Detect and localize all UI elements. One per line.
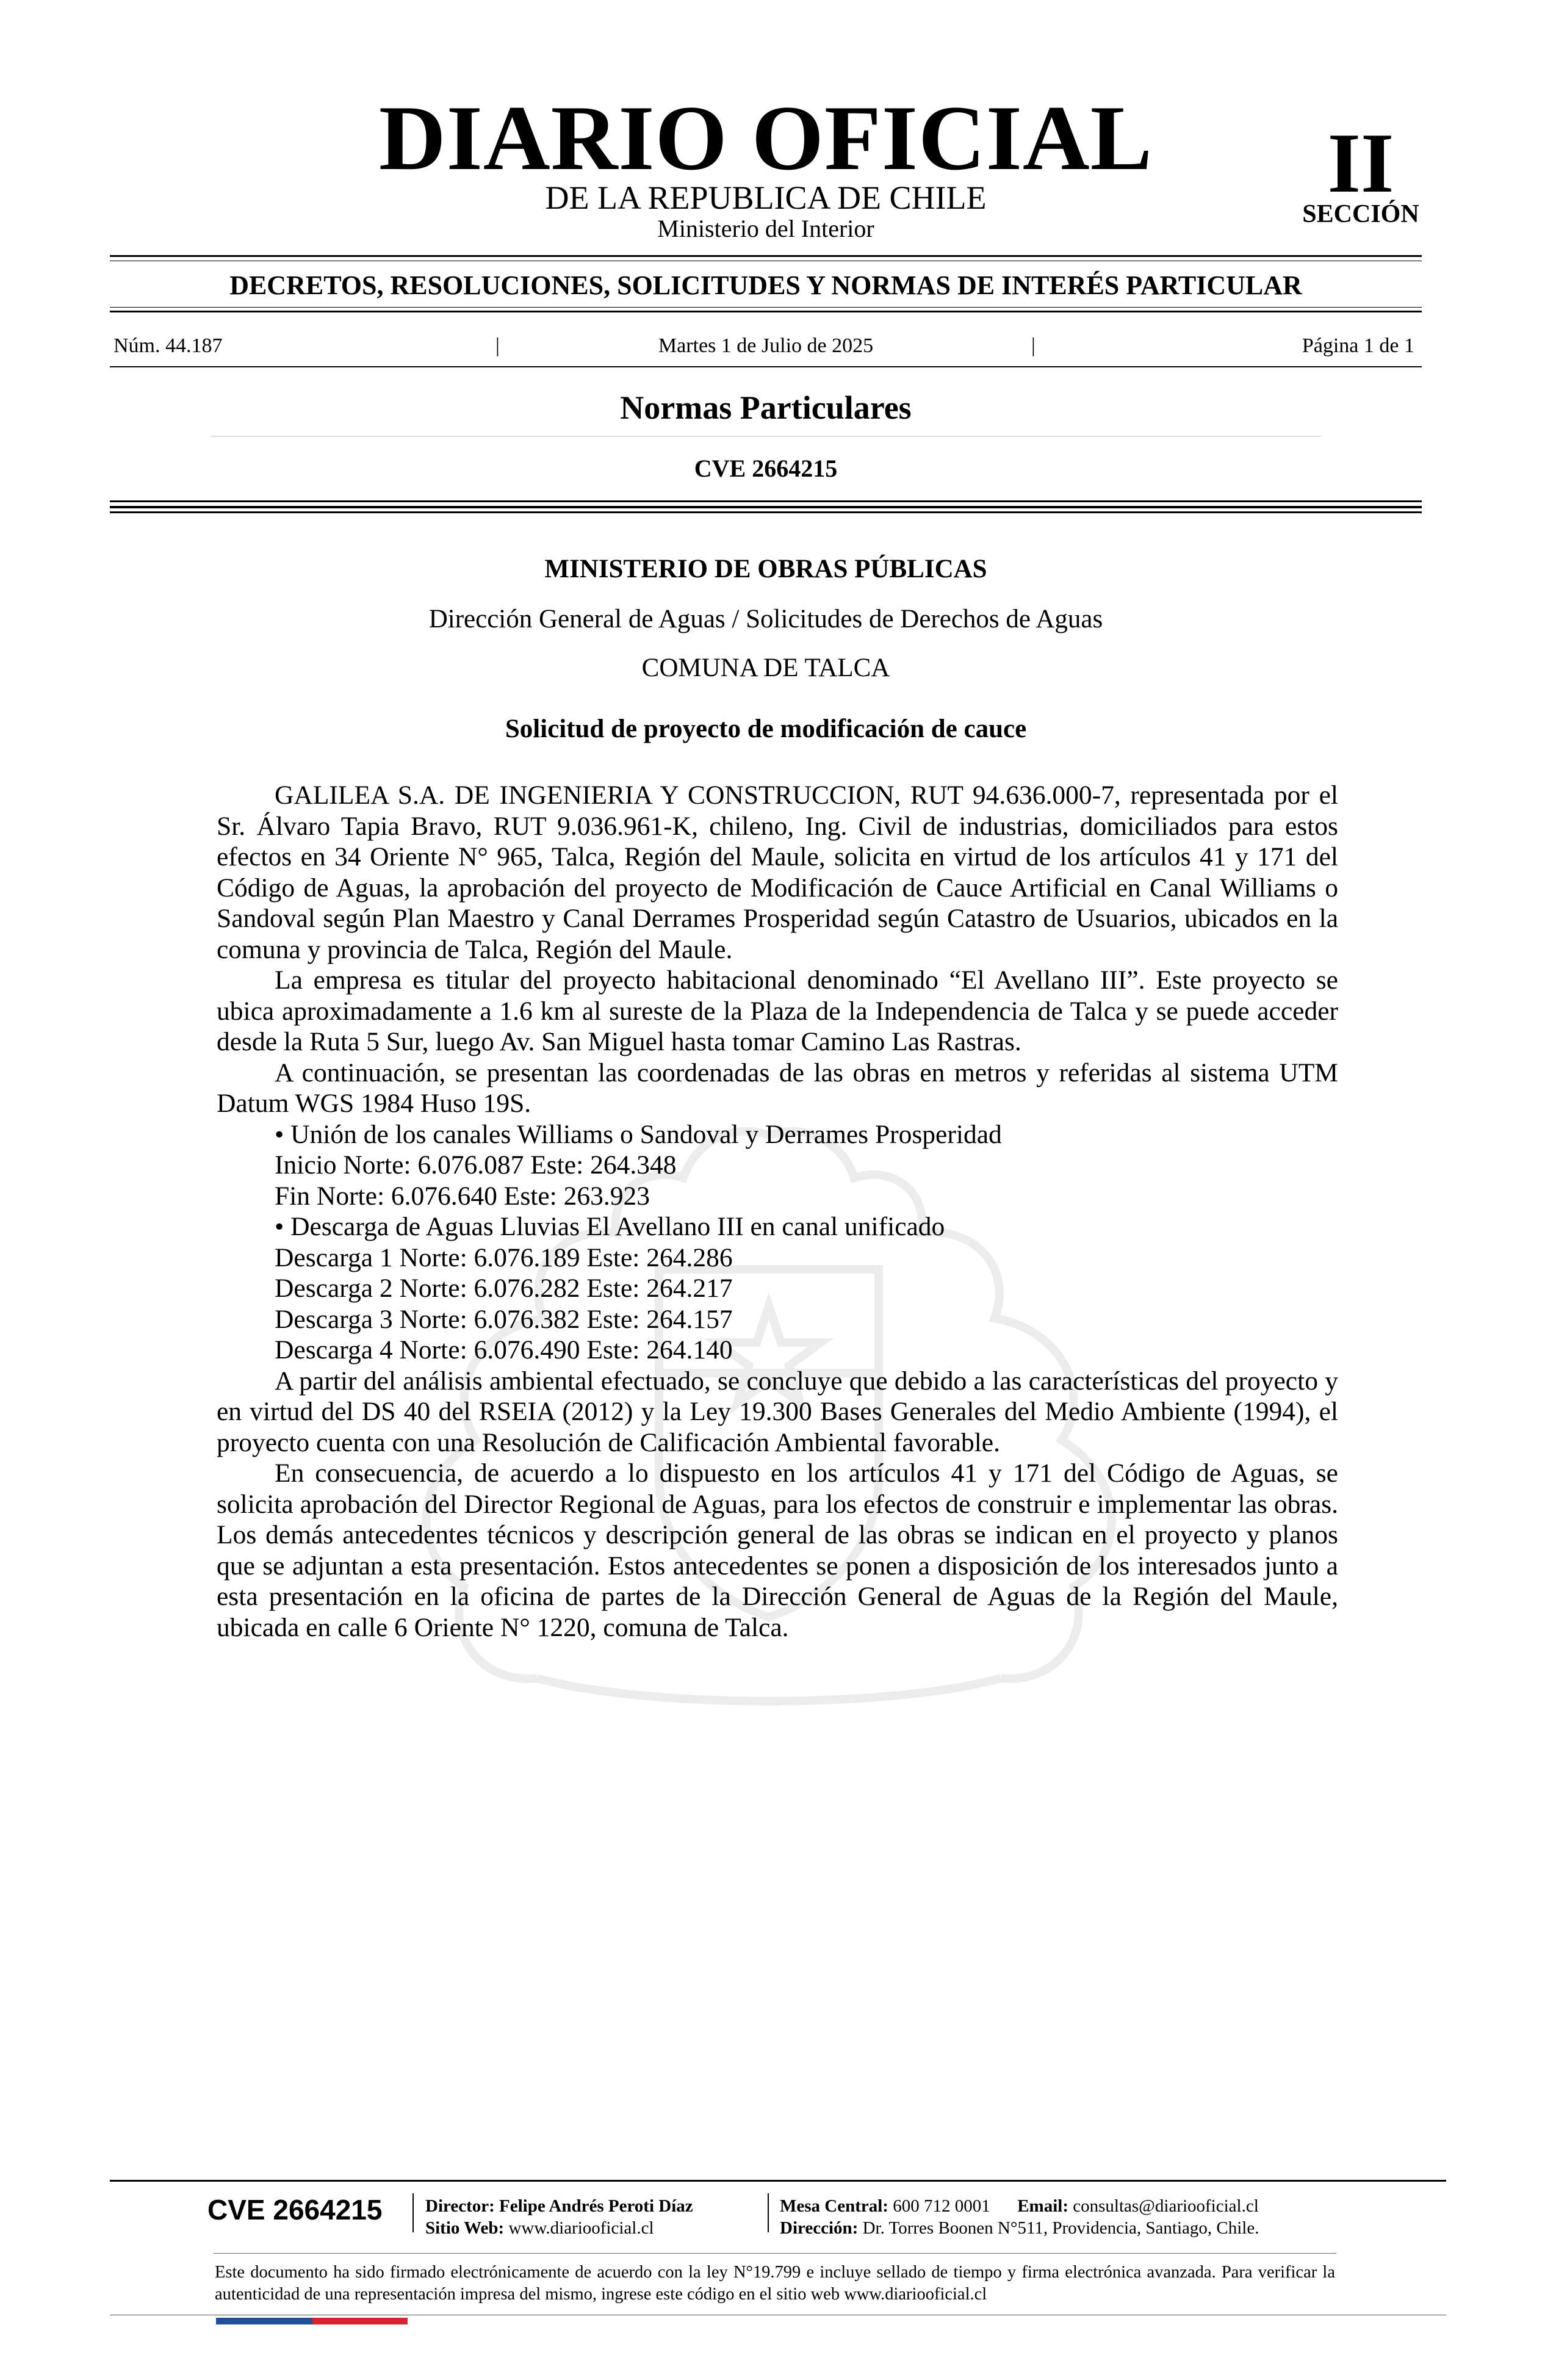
website-label: Sitio Web:	[425, 2218, 505, 2238]
footer-director	[425, 2195, 693, 2217]
section-number: II	[1327, 116, 1394, 211]
website-link[interactable]: www.diariooficial.cl	[508, 2218, 654, 2238]
cve-rule	[110, 511, 1422, 513]
doc-body	[217, 780, 1338, 1643]
paragraph: A continuación, se presentan las coordenadas de las obras en metros y referidas al sistema UTM Datum WGS 1984 Huso 19S.	[217, 1058, 1338, 1118]
flag-stripe-red	[312, 2318, 408, 2324]
cve-rule	[110, 500, 1422, 502]
footer-website	[425, 2217, 654, 2239]
coordinate-item: • Unión de los canales Williams o Sandoval y Derrames Prosperidad	[275, 1119, 1002, 1149]
coordinate-item: Descarga 3 Norte: 6.076.382 Este: 264.157	[275, 1304, 733, 1334]
mesa-label: Mesa Central:	[780, 2196, 888, 2216]
section-label: SECCIÓN	[1302, 200, 1419, 228]
address-value: Dr. Torres Boonen N°511, Providencia, Santiago, Chile.	[862, 2218, 1259, 2238]
footer-divider	[214, 2253, 1336, 2254]
masthead-ministry: Ministerio del Interior	[657, 215, 874, 242]
section-divider	[211, 436, 1321, 437]
director-label: Director:	[425, 2196, 495, 2216]
section-title: Normas Particulares	[620, 389, 912, 426]
coordinate-item: Inicio Norte: 6.076.087 Este: 264.348	[275, 1150, 677, 1180]
doc-directorate: Dirección General de Aguas / Solicitudes de Derechos de Aguas	[428, 605, 1103, 633]
issue-page: Página 1 de 1	[1302, 334, 1414, 357]
banner-title: DECRETOS, RESOLUCIONES, SOLICITUDES Y NORMAS DE INTERÉS PARTICULAR	[229, 270, 1302, 300]
paragraph: En consecuencia, de acuerdo a lo dispuesto en los artículos 41 y 171 del Código de Aguas, se solicita aprobación del Director Regional de Aguas, para los efectos de construir e implementar las obras. Los demás antecedentes técnicos y descripción general de las obras se indican en el proyecto y planos que se adjuntan a esta presentación. Estos antecedentes se ponen a disposición de los interesados junto a esta presentación en la oficina de partes de la Dirección General de Aguas de la Región del Maule, ubicada en calle 6 Oriente N° 1220, comuna de Talca.	[217, 1459, 1338, 1642]
flag-stripe-blue	[216, 2318, 312, 2324]
footer-address	[780, 2217, 1259, 2239]
footer-contact	[780, 2195, 1259, 2217]
address-label: Dirección:	[780, 2218, 859, 2238]
director-name: Felipe Andrés Peroti Díaz	[499, 2196, 693, 2216]
coordinate-item: • Descarga de Aguas Lluvias El Avellano III en canal unificado	[275, 1212, 945, 1241]
coordinate-item: Descarga 2 Norte: 6.076.282 Este: 264.217	[275, 1274, 733, 1303]
issue-date: Martes 1 de Julio de 2025	[658, 334, 874, 357]
issue-separator: |	[1031, 334, 1036, 357]
doc-title: Solicitud de proyecto de modificación de cauce	[505, 715, 1027, 743]
issue-separator: |	[495, 334, 500, 357]
issue-number: Núm. 44.187	[113, 334, 223, 357]
footer-separator	[412, 2193, 414, 2232]
footer-cve: CVE 2664215	[207, 2194, 383, 2226]
paragraph: GALILEA S.A. DE INGENIERIA Y CONSTRUCCION, RUT 94.636.000-7, representada por el Sr. Álvaro Tapia Bravo, RUT 9.036.961-K, chileno, Ing. Civil de industrias, domiciliados para estos efectos en 34 Oriente N° 965, Talca, Región del Maule, solicita en virtud de los artículos 41 y 171 del Código de Aguas, la aprobación del proyecto de Modificación de Cauce Artificial en Canal Williams o Sandoval según Plan Maestro y Canal Derrames Prosperidad según Catastro de Usuarios, ubicados en la comuna y provincia de Talca, Región del Maule.	[217, 781, 1338, 964]
header-rule	[110, 255, 1422, 257]
paragraph: A partir del análisis ambiental efectuado, se concluye que debido a las características del proyecto y en virtud del DS 40 del RSEIA (2012) y la Ley 19.300 Bases Generales del Medio Ambiente (1994), el proyecto cuenta con una Resolución de Calificación Ambiental favorable.	[217, 1366, 1338, 1457]
meta-rule	[110, 366, 1422, 367]
mesa-value: 600 712 0001	[893, 2196, 990, 2216]
email-link[interactable]: consultas@diariooficial.cl	[1073, 2196, 1259, 2216]
doc-commune: COMUNA DE TALCA	[641, 654, 890, 682]
cve-rule-thick	[110, 506, 1422, 508]
paragraph: La empresa es titular del proyecto habitacional denominado “El Avellano III”. Este proyecto se ubica aproximadamente a 1.6 km al sureste de la Plaza de la Independencia de Talca y se puede acceder desde la Ruta 5 Sur, luego Av. San Miguel hasta tomar Camino Las Rastras.	[217, 965, 1338, 1056]
masthead-subtitle: DE LA REPUBLICA DE CHILE	[545, 179, 987, 216]
cve-code: CVE 2664215	[694, 455, 838, 482]
footer-separator	[768, 2193, 769, 2232]
footer-rule	[110, 2180, 1446, 2182]
masthead-title: DIARIO OFICIAL	[378, 87, 1153, 189]
coordinate-item: Descarga 1 Norte: 6.076.189 Este: 264.286	[275, 1242, 733, 1272]
email-label: Email:	[1017, 2196, 1068, 2216]
doc-ministry: MINISTERIO DE OBRAS PÚBLICAS	[544, 555, 987, 583]
coordinate-item: Descarga 4 Norte: 6.076.490 Este: 264.140	[275, 1335, 733, 1365]
footer-legal-notice: Este documento ha sido firmado electrónicamente de acuerdo con la ley N°19.799 e incluye sellado de tiempo y firma electrónica avanzada. Para verificar la autenticidad de una representación impresa del mismo, ingrese este código en el sitio web www.diariooficial.cl	[215, 2263, 1335, 2304]
coordinate-item: Fin Norte: 6.076.640 Este: 263.923	[275, 1181, 650, 1211]
banner-rule	[110, 311, 1422, 312]
banner-rule-thin	[110, 307, 1422, 308]
